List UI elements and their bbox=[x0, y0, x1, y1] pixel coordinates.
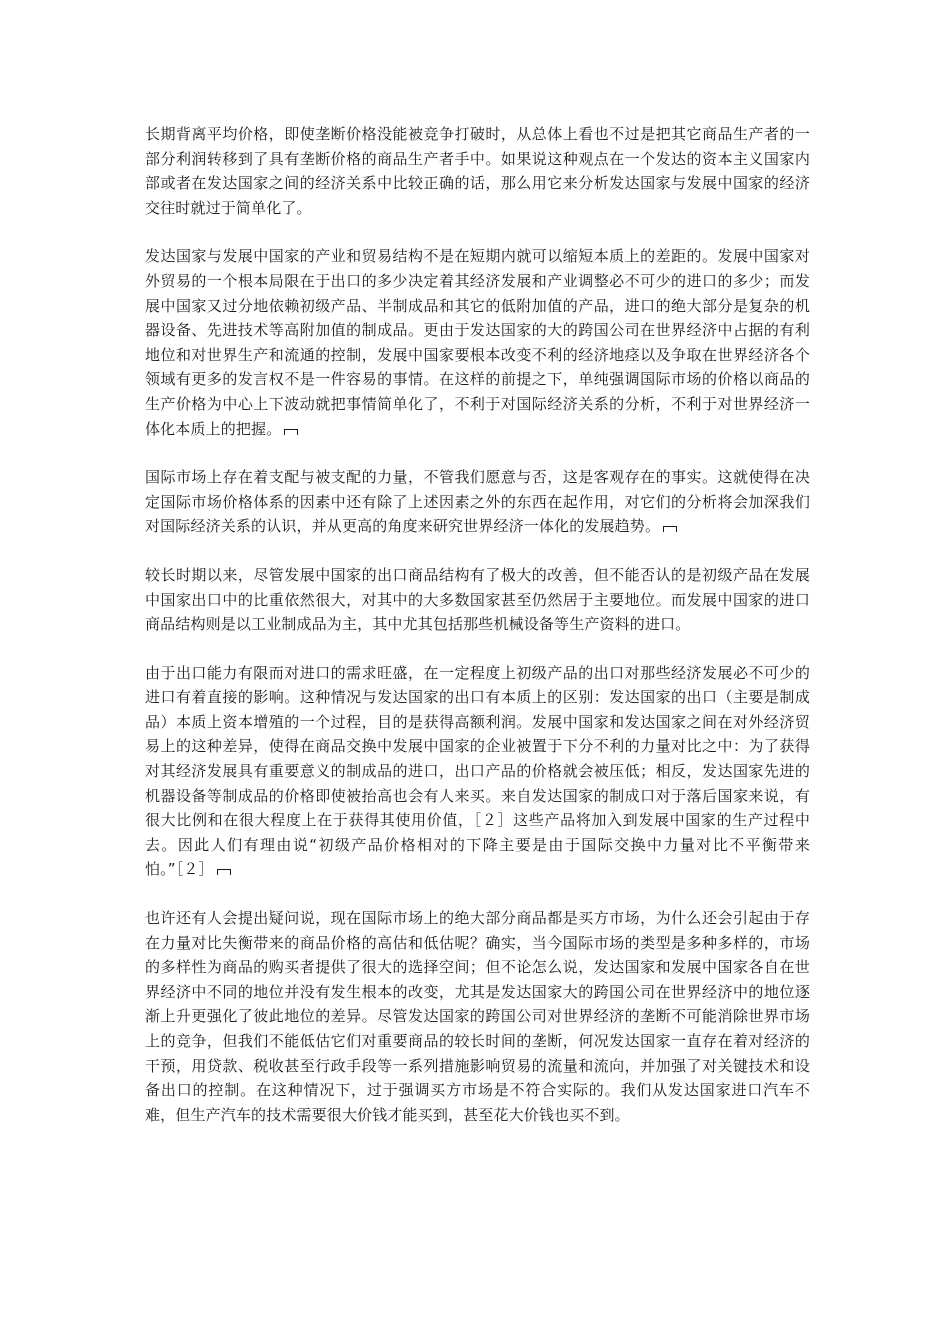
paragraph-text: 较长时期以来，尽管发展中国家的出口商品结构有了极大的改善，但不能否认的是初级产品在发展中国家出口中的比重依然很大，对其中的大多数国家甚至仍然居于主要地位。而发展中国家的进口商品结构则是以工业制成品为主，其中尤其包括那些机械设备等生产资料的进口。 bbox=[145, 565, 810, 634]
paragraph-4 bbox=[145, 563, 810, 637]
paragraph-end-mark-icon bbox=[284, 429, 298, 435]
paragraph-text: 长期背离平均价格，即使垄断价格没能被竞争打破时，从总体上看也不过是把其它商品生产者的一部分利润转移到了具有垄断价格的商品生产者手中。如果说这种观点在一个发达的资本主义国家内部或者在发达国家之间的经济关系中比较正确的话，那么用它来分析发达国家与发展中国家的经济交往时就过于简单化了。 bbox=[145, 125, 810, 217]
paragraph-2 bbox=[145, 244, 810, 441]
paragraph-text: 发达国家与发展中国家的产业和贸易结构不是在短期内就可以缩短本质上的差距的。发展中国家对外贸易的一个根本局限在于出口的多少决定着其经济发展和产业调整必不可少的进口的多少；而发展中国家又过分地依赖初级产品、半制成品和其它的低附加值的产品，进口的绝大部分是复杂的机器设备、先进技术等高附加值的制成品。更由于发达国家的大的跨国公司在世界经济中占据的有利地位和对世界生产和流通的控制，发展中国家要根本改变不利的经济地痉以及争取在世界经济各个领域有更多的发言权不是一件容易的事情。在这样的前提之下，单纯强调国际市场的价格以商品的生产价格为中心上下波动就把事情简单化了，不利于对国际经济关系的分析，不利于对世界经济一体化本质上的把握。 bbox=[145, 247, 810, 438]
paragraph-end-mark-icon bbox=[663, 526, 677, 532]
paragraph-text: 国际市场上存在着支配与被支配的力量，不管我们愿意与否，这是客观存在的事实。这就使得在决定国际市场价格体系的因素中还有除了上述因素之外的东西在起作用，对它们的分析将会加深我们对国际经济关系的认识，并从更高的角度来研究世界经济一体化的发展趋势。 bbox=[145, 468, 810, 536]
paragraph-text: 由于出口能力有限而对进口的需求旺盛，在一定程度上初级产品的出口对那些经济发展必不可少的进口有着直接的影响。这种情况与发达国家的出口有本质上的区别：发达国家的出口（主要是制成品）本质上资本增殖的一个过程，目的是获得高额利润。发展中国家和发达国家之间在对外经济贸易上的这种差异，使得在商品交换中发展中国家的企业被置于下分不利的力量对比之中：为了获得对其经济发展具有重要意义的制成品的进口，出口产品的价格就会被压低；相反，发达国家先进的机器设备等制成品的价格即使被抬高也会有人来买。来自发达国家的制成口对于落后国家来说，有很大比例和在很大程度上在于获得其使用价值，［２］这些产品将加入到发展中国家的生产过程中去。因此人们有理由说“初级产品价格相对的下降主要是由于国际交换中力量对比不平衡带来怕。”［２］ bbox=[145, 663, 810, 879]
paragraph-3 bbox=[145, 465, 810, 539]
document-body bbox=[145, 122, 810, 1151]
paragraph-5 bbox=[145, 661, 810, 882]
paragraph-text: 也许还有人会提出疑问说，现在国际市场上的绝大部分商品都是买方市场，为什么还会引起由于存在力量对比失衡带来的商品价格的高估和低估呢？确实，当今国际市场的类型是多种多样的，市场的多样性为商品的购买者提供了很大的选择空间；但不论怎么说，发达国家和发展中国家各自在世界经济中不同的地位并没有发生根本的改变，尤其是发达国家大的跨国公司在世界经济中的地位逐渐上升更强化了彼此地位的差异。尽管发达国家的跨国公司对世界经济的垄断不可能消除世界市场上的竞争，但我们不能低估它们对重要商品的较长时间的垄断，何况发达国家一直存在着对经济的干预，用贷款、税收甚至行政手段等一系列措施影响贸易的流量和流向，并加强了对关键技术和设备出口的控制。在这种情况下，过于强调买方市场是不符合实际的。我们从发达国家进口汽车不难，但生产汽车的技术需要很大价钱才能买到，甚至花大价钱也买不到。 bbox=[145, 909, 810, 1124]
paragraph-1 bbox=[145, 122, 810, 220]
paragraph-end-mark-icon bbox=[217, 869, 231, 875]
paragraph-6 bbox=[145, 906, 810, 1127]
